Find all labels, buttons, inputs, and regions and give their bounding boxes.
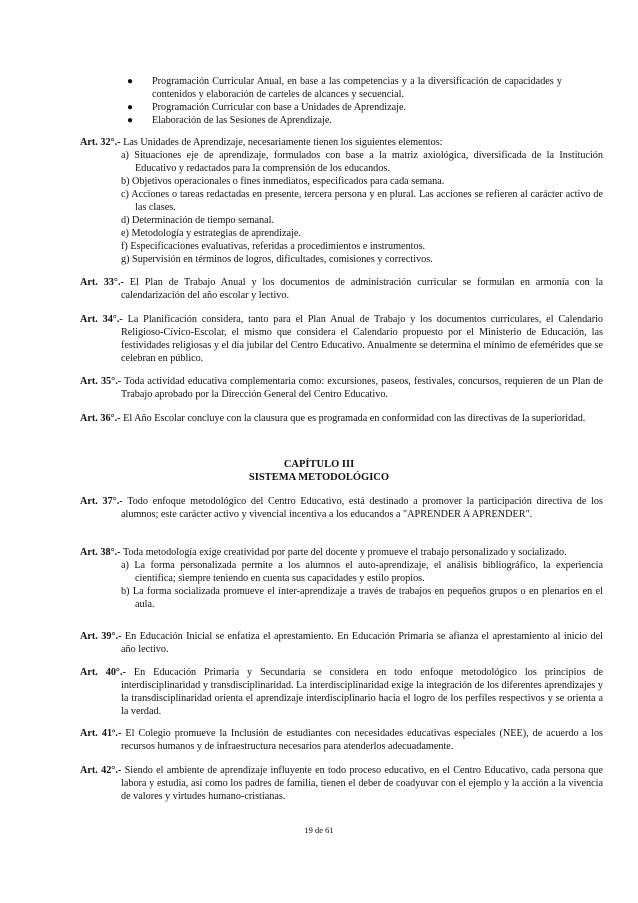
chapter-title: SISTEMA METODOLÓGICO: [248, 472, 390, 483]
article-34: Art. 34°.- La Planificación considera, tanto para el Plan Anual de Trabajo y los documentos curriculares, el Calendario Religioso-Cívico-Escolar, el mismo que considera el Calendario propuesto por el Ministerio de Educación, las festividades religiosas y el día jubilar del Centro Educativo. Anualmente se determina el mínimo de efemérides que se celebran en público.: [80, 314, 604, 364]
article-label: Art. 35°.-: [80, 376, 122, 387]
article-label: Art. 34°.-: [80, 314, 123, 325]
list-item: b) Objetivos operacionales o fines inmediatos, especificados para cada semana.: [121, 176, 445, 187]
list-item: b) La forma socializada promueve el ínter-aprendizaje a través de trabajos en pequeños grupos o en plenarios en el aula.: [121, 586, 603, 610]
list-item: e) Metodología y estrategias de aprendizaje.: [121, 228, 301, 239]
article-40: Art. 40°.- En Educación Primaria y Secundaria se considera en todo enfoque metodológico los principios de interdisciplinaridad y transdisciplinaridad. La interdisciplinaridad exige la integración de los diferentes aprendizajes y la transdisciplinaridad orienta el aprendizaje interdisciplinario hacia el logro de los perfiles respectivos y se orienta a la verdad.: [80, 667, 603, 717]
bullet-icon: ●: [127, 115, 134, 126]
list-item: a) Situaciones eje de aprendizaje, formulados con base a la matriz axiológica, diversificada de la Institución Educativo y redactados para la comprensión de los educandos.: [121, 150, 603, 174]
article-label: Art. 32°.-: [80, 137, 121, 148]
article-33: Art. 33°.- El Plan de Trabajo Anual y los documentos de administración curricular se formulan en armonía con la calendarización del año escolar y lectivo.: [80, 277, 603, 301]
list-item: c) Acciones o tareas redactadas en presente, tercera persona y en plural. Las acciones se refieren al carácter activo de las clases.: [121, 189, 603, 213]
list-item: a) La forma personalizada permite a los alumnos el auto-aprendizaje, el análisis bibliográfico, la experiencia científica; siempre teniendo en cuenta sus capacidades y estilo propios.: [121, 560, 603, 584]
article-39: Art. 39°.- En Educación Inicial se enfatiza el aprestamiento. En Educación Primaria se afianza el aprestamiento al inicio del año lectivo.: [80, 631, 603, 655]
article-label: Art. 38°.-: [80, 547, 121, 558]
page-number: 19 de 61: [304, 825, 334, 835]
article-42: Art. 42°.- Siendo el ambiente de aprendizaje influyente en todo proceso educativo, en el Centro Educativo, cada persona que labora y estudia, así como los padres de familia, tienen el deber de coadyuvar con el ejemplo y la acción a la vivencia de valores y virtudes humano-cristianas.: [80, 765, 603, 802]
article-32: Art. 32°.- Las Unidades de Aprendizaje, necesariamente tienen los siguientes elementos: a) Situaciones eje de aprendizaje, formulados con base a la matriz axiológica, diversificada de la Institución Educativo y redactados para la comprensión de los educandos. b) Objetivos operacionales o fines inmediatos, especificados para cada semana. c) Acciones o tareas redactadas en presente, tercera persona y en plural. Las acciones se refieren al carácter activo de las clases. d) Determinación de tiempo semanal. e) Metodología y estrategias de aprendizaje. f) Especificaciones evaluativas, referidas a procedimientos e instrumentos. g) Supervisión en términos de logros, dificultades, comisiones y correctivos.: [80, 137, 603, 265]
bullet-item: ● Programación Curricular con base a Unidades de Aprendizaje.: [127, 102, 407, 113]
list-item: g) Supervisión en términos de logros, dificultades, comisiones y correctivos.: [121, 254, 433, 265]
article-38: Art. 38°.- Toda metodología exige creatividad por parte del docente y promueve el trabajo personalizado y socializado. a) La forma personalizada permite a los alumnos el auto-aprendizaje, el análisis bibliográfico, la experiencia científica; siempre teniendo en cuenta sus capacidades y estilo propios. b) La forma socializada promueve el ínter-aprendizaje a través de trabajos en pequeños grupos o en plenarios en el aula.: [80, 547, 603, 610]
article-label: Art. 37°.-: [80, 496, 123, 507]
bullet-icon: ●: [127, 102, 134, 113]
article-35: Art. 35°.- Toda actividad educativa complementaria como: excursiones, paseos, festivales, concursos, requieren de un Plan de Trabajo aprobado por la Dirección General del Centro Educativo.: [80, 376, 603, 400]
chapter-number: CAPÍTULO III: [283, 459, 355, 470]
article-37: Art. 37°.- Todo enfoque metodológico del Centro Educativo, está destinado a promover la participación directiva de los alumnos; este carácter activo y vivencial incentiva a los educandos a "APRENDER A APRENDER".: [80, 496, 603, 520]
list-item: f) Especificaciones evaluativas, referidas a procedimientos e instrumentos.: [121, 241, 426, 252]
list-item: d) Determinación de tiempo semanal.: [121, 215, 275, 226]
article-label: Art. 33°.-: [80, 277, 124, 288]
bullet-item: ● Programación Curricular Anual, en base a las competencias y a la diversificación de capacidades y contenidos y elaboración de carteles de alcances y secuencial.: [127, 76, 562, 100]
article-label: Art. 41º.-: [80, 728, 122, 739]
article-label: Art. 36°.-: [80, 413, 121, 424]
article-label: Art. 42°.-: [80, 765, 122, 776]
article-41: Art. 41º.- El Colegio promueve la Inclusión de estudiantes con necesidades educativas especiales (NEE), de acuerdo a los recursos humanos y de infraestructura necesarios para atenderlos adecuadamente.: [80, 728, 604, 752]
article-label: Art. 40°.-: [80, 667, 126, 678]
bullet-icon: ●: [127, 76, 134, 87]
bullet-item: ● Elaboración de las Sesiones de Aprendizaje.: [127, 115, 332, 126]
article-label: Art. 39°.-: [80, 631, 122, 642]
article-36: Art. 36°.- El Año Escolar concluye con la clausura que es programada en conformidad con las directivas de la superioridad.: [80, 413, 586, 424]
